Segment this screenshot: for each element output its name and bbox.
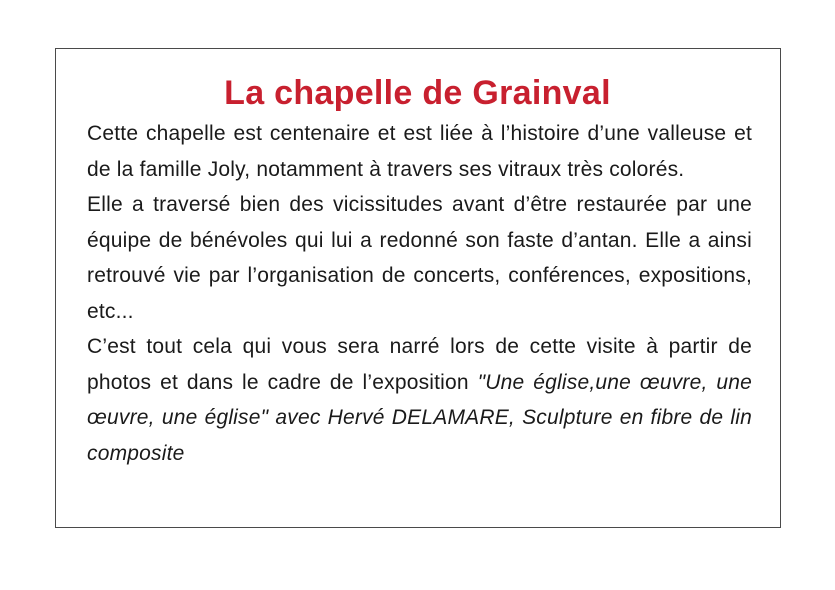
paragraph-visit (87, 329, 752, 471)
paragraph-visit-text: C’est tout cela qui vous sera narré lors de cette visite à partir de photos et dans le cadre de l’exposition (87, 335, 752, 394)
paragraph-history: Cette chapelle est centenaire et est liée à l’histoire d’une valleuse et de la famille Joly, notamment à travers ses vitraux très colorés. (87, 122, 752, 181)
exhibition-title: "Une église,une œuvre, une œuvre, une église" avec Hervé DELAMARE, Sculpture en fibre de lin composite (87, 370, 752, 465)
page-title: La chapelle de Grainval (224, 74, 611, 112)
document-body (87, 116, 752, 471)
paragraph-restoration: Elle a traversé bien des vicissitudes avant d’être restaurée par une équipe de bénévoles qui lui a redonné son faste d’antan. Elle a ainsi retrouvé vie par l’organisation de concerts, conférences, expositions, etc... (87, 193, 752, 323)
